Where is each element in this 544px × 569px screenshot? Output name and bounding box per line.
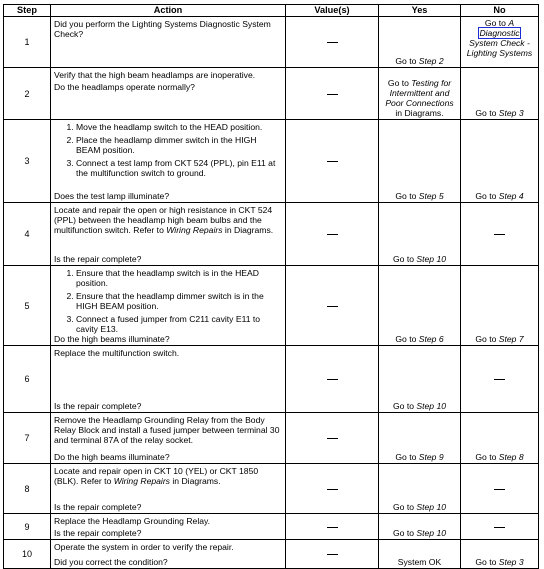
action-step-item: 1. Ensure that the headlamp switch is in the HEAD position. [76, 268, 282, 288]
action-text: Remove the Headlamp Grounding Relay from the Body Relay Block and install a fused jumper between terminal 30 and terminal 87A of the relay socket. [54, 415, 280, 445]
values-cell [286, 266, 379, 346]
values-dash [327, 527, 338, 528]
yes-goto-prefix: Go to [395, 452, 419, 462]
yes-goto [381, 334, 458, 344]
values-dash [327, 379, 338, 380]
table-row [4, 346, 539, 413]
no-content [463, 18, 536, 66]
yes-content [381, 267, 458, 344]
values-cell [286, 17, 379, 68]
action-text: Operate the system in order to verify the repair. [54, 542, 234, 552]
values-cell [286, 203, 379, 266]
no-none [463, 229, 536, 239]
values-dash [327, 94, 338, 95]
no-goto-prefix: Go to [475, 452, 499, 462]
header-values: Value(s) [286, 5, 379, 17]
yes-content [381, 347, 458, 411]
no-goto-link[interactable]: System Check - [469, 38, 530, 48]
action-question: Is the repair complete? [54, 401, 142, 411]
yes-cell [379, 203, 461, 266]
no-goto-prefix: Go to [475, 191, 499, 201]
yes-goto-prefix: Go to [387, 78, 412, 88]
action-text [54, 466, 282, 486]
no-goto-link[interactable]: Step 3 [498, 108, 524, 118]
action-question: Does the test lamp illuminate? [54, 191, 170, 201]
yes-content [381, 414, 458, 462]
yes-goto-link[interactable]: Step 6 [418, 334, 444, 344]
yes-goto-prefix: Go to [395, 56, 419, 66]
action-question: Is the repair complete? [54, 254, 142, 264]
action-content [54, 542, 282, 567]
no-cell [461, 514, 539, 540]
yes-goto-link[interactable]: Step 5 [418, 191, 444, 201]
yes-cell [379, 413, 461, 464]
values-dash [327, 161, 338, 162]
no-cell [461, 17, 539, 68]
no-goto-prefix: Go to [475, 334, 499, 344]
action-text: Replace the multifunction switch. [54, 348, 180, 358]
action-instructions [54, 268, 282, 334]
action-cell [51, 464, 286, 514]
values-dash [327, 438, 338, 439]
action-steps-list [54, 268, 282, 334]
no-content [463, 267, 536, 344]
no-cell [461, 346, 539, 413]
action-content [54, 205, 282, 264]
yes-goto-link[interactable]: Step 10 [416, 401, 447, 411]
action-step-item: 1. Move the headlamp switch to the HEAD position. [76, 122, 282, 132]
no-goto-link[interactable]: Lighting Systems [466, 48, 533, 58]
step-cell [4, 346, 51, 413]
yes-result-text: System OK [397, 557, 442, 567]
yes-goto [381, 191, 458, 201]
values-dash [327, 489, 338, 490]
header-step: Step [4, 5, 51, 17]
action-cell [51, 514, 286, 540]
no-goto-prefix: Go to [484, 18, 509, 28]
no-cell [461, 120, 539, 203]
action-instructions [54, 542, 282, 552]
values-cell [286, 413, 379, 464]
yes-goto-prefix: Go to [392, 502, 417, 512]
table-row [4, 464, 539, 514]
action-instructions [54, 415, 282, 445]
no-goto [463, 18, 536, 58]
no-cell [461, 464, 539, 514]
yes-cell [379, 120, 461, 203]
yes-goto [381, 452, 458, 462]
no-none [463, 374, 536, 384]
yes-cell [379, 68, 461, 120]
table-body [4, 17, 539, 569]
action-cell [51, 120, 286, 203]
step-number: 5 [24, 300, 30, 311]
action-instructions [54, 348, 282, 358]
yes-goto [381, 401, 458, 411]
yes-content [381, 18, 458, 66]
action-text: Do the headlamps operate normally? [54, 82, 195, 92]
yes-cell [379, 17, 461, 68]
yes-goto [381, 78, 458, 118]
action-cell [51, 203, 286, 266]
table-row [4, 203, 539, 266]
yes-goto-prefix: Go to [392, 528, 417, 538]
no-goto-link[interactable]: Step 4 [498, 191, 524, 201]
yes-content [381, 69, 458, 118]
table-row [4, 68, 539, 120]
yes-goto-prefix: Go to [392, 401, 417, 411]
no-goto [463, 334, 536, 344]
step-number: 4 [24, 229, 30, 239]
action-text: Did you perform the Lighting Systems Diagnostic System Check? [54, 19, 271, 39]
values-cell [286, 464, 379, 514]
wiring-repairs-link[interactable]: Wiring Repairs [113, 476, 170, 486]
yes-content [381, 515, 458, 538]
table-row [4, 514, 539, 540]
no-content [463, 69, 536, 118]
yes-cell [379, 346, 461, 413]
no-content [463, 204, 536, 264]
action-question: Do the high beams illuminate? [54, 334, 170, 344]
action-instructions [54, 516, 282, 526]
action-step-item: 2. Ensure that the headlamp dimmer switch is in the HIGH BEAM position. [76, 291, 282, 311]
yes-goto-link[interactable]: Step 2 [418, 56, 444, 66]
values-dash [327, 306, 338, 307]
action-cell [51, 540, 286, 569]
no-content [463, 541, 536, 567]
action-content [54, 466, 282, 512]
yes-goto [381, 254, 458, 264]
action-text-part: in Diagrams. [169, 476, 221, 486]
step-number: 8 [24, 483, 30, 494]
no-content [463, 121, 536, 201]
yes-cell [379, 540, 461, 569]
action-instructions [54, 122, 282, 178]
action-question: Did you correct the condition? [54, 557, 168, 567]
no-content [463, 414, 536, 462]
no-dash [494, 234, 505, 235]
no-dash [494, 489, 505, 490]
header-action: Action [51, 5, 286, 17]
action-content [54, 415, 282, 462]
yes-goto-link[interactable]: Testing for Intermittent and Poor Connections [385, 78, 454, 108]
no-goto-link[interactable]: Step 3 [498, 557, 524, 567]
step-number: 10 [21, 549, 32, 559]
header-yes: Yes [379, 5, 461, 17]
diagnostic-table [3, 4, 539, 569]
action-content [54, 348, 282, 411]
yes-goto-link[interactable]: Step 10 [416, 502, 447, 512]
action-step-item: 3. Connect a test lamp from CKT 524 (PPL), pin E11 at the multifunction switch to ground. [76, 158, 282, 178]
step-cell [4, 203, 51, 266]
step-number: 7 [24, 433, 30, 443]
step-number: 9 [24, 521, 30, 532]
action-cell [51, 17, 286, 68]
header-row [4, 5, 539, 17]
no-cell [461, 203, 539, 266]
values-cell [286, 120, 379, 203]
values-cell [286, 514, 379, 540]
values-dash [327, 234, 338, 235]
step-cell [4, 68, 51, 120]
wiring-repairs-link[interactable]: Wiring Repairs [166, 225, 223, 235]
yes-result [381, 557, 458, 567]
no-content [463, 347, 536, 411]
step-number: 6 [24, 374, 30, 384]
action-cell [51, 266, 286, 346]
step-number: 1 [24, 37, 30, 47]
step-number: 3 [24, 156, 30, 166]
yes-cell [379, 464, 461, 514]
yes-cell [379, 266, 461, 346]
action-content [54, 122, 282, 201]
step-cell [4, 540, 51, 569]
table-row [4, 266, 539, 346]
action-question: Do the high beams illuminate? [54, 452, 170, 462]
yes-content [381, 465, 458, 512]
table-row [4, 413, 539, 464]
no-cell [461, 540, 539, 569]
diagnostic-table-wrapper [3, 4, 539, 569]
values-dash [327, 42, 338, 43]
no-content [463, 465, 536, 512]
no-content [463, 515, 536, 538]
table-row [4, 540, 539, 569]
no-goto-prefix: Go to [475, 557, 499, 567]
action-steps-list [54, 122, 282, 178]
action-step-item: 2. Place the headlamp dimmer switch in the HIGH BEAM position. [76, 135, 282, 155]
step-cell [4, 464, 51, 514]
action-text-part: Locate and repair open in CKT 10 (YEL) or CKT 1850 (BLK). Refer to [54, 466, 259, 486]
no-goto [463, 191, 536, 201]
action-text [54, 205, 282, 235]
yes-goto-suffix: in Diagrams. [395, 108, 444, 118]
yes-goto [381, 502, 458, 512]
yes-goto-link[interactable]: Step 10 [416, 528, 447, 538]
no-goto [463, 557, 536, 567]
action-instructions [54, 19, 282, 39]
yes-content [381, 204, 458, 264]
action-text-part: Locate and repair the open or high resistance in CKT 524 (PPL) between the headlamp high beam bulbs and the multifunction switch. Refer to [54, 205, 273, 235]
step-cell [4, 266, 51, 346]
no-dash [494, 379, 505, 380]
yes-content [381, 541, 458, 567]
action-content [54, 268, 282, 344]
yes-goto-prefix: Go to [395, 191, 419, 201]
no-goto-prefix: Go to [475, 108, 499, 118]
no-goto [463, 108, 536, 118]
action-instructions [54, 466, 282, 486]
table-row [4, 120, 539, 203]
table-row [4, 17, 539, 68]
no-cell [461, 413, 539, 464]
yes-content [381, 121, 458, 201]
step-cell [4, 413, 51, 464]
action-content [54, 70, 282, 118]
yes-cell [379, 514, 461, 540]
values-cell [286, 540, 379, 569]
action-text-part: in Diagrams. [222, 225, 274, 235]
step-cell [4, 514, 51, 540]
no-goto-link[interactable]: A [508, 18, 515, 28]
no-cell [461, 68, 539, 120]
action-instructions [54, 70, 282, 92]
no-dash [494, 527, 505, 528]
action-cell [51, 413, 286, 464]
yes-goto-link[interactable]: Step 10 [416, 254, 447, 264]
action-step-item: 3. Connect a fused jumper from C211 cavity E11 to cavity E13. [76, 314, 282, 334]
values-cell [286, 346, 379, 413]
yes-goto-link[interactable]: Step 9 [418, 452, 444, 462]
action-cell [51, 346, 286, 413]
no-goto-link[interactable]: Step 8 [498, 452, 524, 462]
no-cell [461, 266, 539, 346]
yes-goto-prefix: Go to [392, 254, 417, 264]
action-instructions [54, 205, 282, 235]
action-text: Replace the Headlamp Grounding Relay. [54, 516, 211, 526]
step-cell [4, 17, 51, 68]
values-cell [286, 68, 379, 120]
action-question: Is the repair complete? [54, 502, 142, 512]
step-number: 2 [24, 88, 30, 99]
no-goto-link[interactable]: Step 7 [498, 334, 524, 344]
action-question: Is the repair complete? [54, 528, 142, 538]
action-cell [51, 68, 286, 120]
no-goto-link[interactable]: Diagnostic [479, 28, 520, 38]
header-no: No [461, 5, 539, 17]
action-text: Verify that the high beam headlamps are inoperative. [54, 70, 256, 80]
action-content [54, 19, 282, 66]
yes-goto [381, 528, 458, 538]
yes-goto [381, 56, 458, 66]
no-none [463, 522, 536, 532]
step-cell [4, 120, 51, 203]
no-goto [463, 452, 536, 462]
yes-goto-prefix: Go to [395, 334, 419, 344]
action-content [54, 516, 282, 538]
values-dash [327, 554, 338, 555]
no-none [463, 484, 536, 494]
